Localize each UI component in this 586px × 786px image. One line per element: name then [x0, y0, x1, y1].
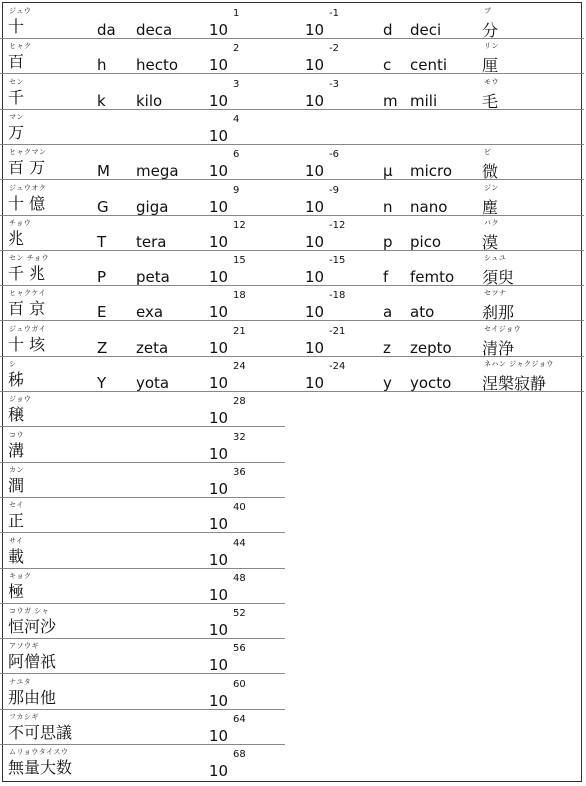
power-exponent: 6: [233, 149, 240, 161]
neg-power-exponent: -18: [329, 290, 346, 302]
neg-prefix-symbol: f: [383, 268, 389, 287]
neg-ruby-reading: ビ: [484, 148, 492, 157]
neg-power-base: 10: [305, 91, 325, 110]
prefix-name: kilo: [136, 91, 163, 110]
neg-ruby-reading: モウ: [484, 77, 499, 86]
power-base: 10: [209, 268, 229, 287]
neg-power-exponent: -15: [329, 255, 346, 267]
power-base: 10: [209, 621, 229, 640]
ruby-reading: コウガ シャ: [9, 607, 50, 616]
table-row: [0, 39, 584, 74]
neg-prefix-symbol: a: [383, 303, 393, 322]
prefix-name: giga: [136, 197, 169, 216]
ruby-reading: ヒャク: [9, 42, 32, 51]
prefix-symbol: G: [97, 197, 109, 216]
prefix-symbol: Z: [97, 338, 108, 357]
prefix-symbol: E: [97, 303, 107, 322]
neg-power-base: 10: [305, 374, 325, 392]
neg-power-exponent: -24: [329, 361, 346, 372]
neg-ruby-reading: ネハン ジャクジョウ: [484, 360, 554, 368]
power-exponent: 56: [233, 643, 246, 655]
table-row: [0, 498, 285, 533]
power-base: 10: [209, 515, 229, 534]
kanji-numeral: 極: [8, 581, 25, 601]
power-base: 10: [209, 162, 229, 181]
prefix-symbol: T: [97, 232, 107, 251]
power-exponent: 32: [233, 431, 246, 443]
neg-kanji-numeral: 分: [482, 21, 499, 40]
neg-power-base: 10: [305, 197, 325, 216]
neg-power-exponent: -9: [329, 184, 339, 196]
prefix-symbol: da: [97, 21, 116, 39]
kanji-numeral: 秭: [8, 370, 25, 389]
table-row: [0, 181, 584, 216]
neg-prefix-symbol: c: [383, 56, 392, 75]
prefix-name: hecto: [136, 56, 179, 75]
power-base: 10: [209, 409, 229, 428]
ruby-reading: フカシギ: [9, 713, 39, 721]
neg-kanji-numeral: 毛: [482, 91, 499, 111]
kanji-numeral: 千 兆: [8, 264, 46, 284]
kanji-numeral: 那由他: [8, 687, 57, 707]
kanji-numeral: 百: [8, 52, 25, 72]
power-exponent: 1: [233, 8, 240, 19]
table-row: [0, 216, 584, 251]
kanji-numeral: 十 垓: [8, 334, 46, 354]
neg-prefix-symbol: μ: [383, 162, 393, 181]
neg-ruby-reading: ブ: [484, 7, 492, 15]
table-row: [0, 251, 584, 286]
kanji-numeral: 溝: [8, 440, 25, 460]
kanji-numeral: 恒河沙: [8, 617, 57, 637]
neg-ruby-reading: シュユ: [484, 254, 507, 263]
power-exponent: 28: [233, 396, 246, 408]
power-exponent: 64: [233, 714, 246, 725]
neg-prefix-symbol: n: [383, 197, 393, 216]
table-row: [0, 639, 285, 674]
power-base: 10: [209, 56, 229, 75]
ruby-reading: キョク: [9, 571, 32, 580]
neg-power-base: 10: [305, 268, 325, 287]
ruby-reading: セイ: [9, 501, 24, 510]
kanji-numeral: 万: [8, 122, 25, 142]
prefix-name: yota: [136, 374, 170, 392]
neg-prefix-symbol: m: [383, 91, 398, 110]
prefix-name: peta: [136, 268, 170, 287]
neg-prefix-symbol: d: [383, 21, 393, 39]
prefix-symbol: h: [97, 56, 107, 75]
power-base: 10: [209, 444, 229, 463]
neg-prefix-symbol: p: [383, 232, 393, 251]
ruby-reading: マン: [9, 112, 24, 121]
power-exponent: 12: [233, 219, 246, 231]
power-base: 10: [209, 374, 229, 392]
prefix-name: mega: [136, 162, 179, 181]
power-base: 10: [209, 21, 229, 39]
neg-prefix-symbol: z: [383, 338, 391, 357]
neg-power-base: 10: [305, 162, 325, 181]
power-exponent: 21: [233, 325, 246, 337]
table-row: [0, 710, 285, 745]
prefix-name: exa: [136, 303, 164, 322]
neg-power-base: 10: [305, 232, 325, 251]
neg-prefix-name: nano: [410, 197, 448, 216]
neg-prefix-name: ato: [410, 303, 435, 322]
neg-prefix-symbol: y: [383, 374, 392, 392]
power-exponent: 4: [233, 113, 240, 125]
prefix-name: zeta: [136, 338, 169, 357]
table-row: [0, 569, 285, 604]
power-base: 10: [209, 691, 229, 710]
table-row: [0, 392, 285, 427]
kanji-numeral: 澗: [8, 475, 25, 495]
kanji-numeral: 兆: [8, 228, 25, 248]
neg-prefix-name: yocto: [410, 374, 452, 392]
ruby-reading: サイ: [9, 536, 24, 545]
ruby-reading: アソウギ: [9, 642, 39, 651]
neg-ruby-reading: セツナ: [484, 289, 507, 298]
ruby-reading: セン チョウ: [9, 254, 50, 263]
neg-prefix-name: micro: [410, 162, 453, 181]
ruby-reading: コウ: [9, 430, 24, 439]
table-row: [0, 463, 285, 498]
kanji-numeral: 無量大数: [8, 758, 73, 778]
table-row: [0, 357, 584, 392]
kanji-numeral: 穣: [8, 405, 25, 425]
prefix-symbol: M: [97, 162, 110, 181]
neg-power-base: 10: [305, 303, 325, 322]
neg-prefix-name: mili: [410, 91, 438, 110]
neg-kanji-numeral: 塵: [482, 197, 499, 217]
power-base: 10: [209, 550, 229, 569]
table-row: [0, 110, 584, 145]
table-row: [0, 322, 584, 357]
kanji-numeral: 千: [8, 87, 25, 107]
neg-kanji-numeral: 須臾: [482, 268, 515, 288]
power-exponent: 48: [233, 572, 246, 584]
ruby-reading: ジュウ: [9, 7, 32, 15]
power-base: 10: [209, 303, 229, 322]
power-exponent: 15: [233, 255, 246, 267]
neg-prefix-name: femto: [410, 268, 455, 287]
kanji-numeral: 載: [8, 546, 25, 566]
neg-kanji-numeral: 涅槃寂静: [482, 374, 547, 393]
power-exponent: 40: [233, 502, 246, 514]
neg-power-base: 10: [305, 338, 325, 357]
neg-kanji-numeral: 清浄: [482, 338, 515, 358]
neg-kanji-numeral: 刹那: [482, 303, 515, 323]
neg-ruby-reading: セイジョウ: [484, 324, 522, 333]
table-row: [0, 534, 285, 569]
neg-ruby-reading: バク: [484, 218, 499, 227]
table-row: [0, 428, 285, 463]
table-row: [0, 604, 285, 639]
power-exponent: 3: [233, 78, 240, 90]
neg-power-exponent: -12: [329, 219, 346, 231]
prefix-name: deca: [136, 21, 173, 39]
neg-kanji-numeral: 微: [482, 162, 499, 182]
power-exponent: 36: [233, 466, 246, 478]
power-base: 10: [209, 727, 229, 745]
ruby-reading: ヒャクケイ: [9, 289, 47, 298]
kanji-numeral: 正: [8, 511, 25, 531]
neg-power-exponent: -1: [329, 8, 339, 19]
ruby-reading: ヒャクマン: [9, 148, 47, 157]
prefix-symbol: k: [97, 91, 106, 110]
neg-kanji-numeral: 漠: [482, 232, 499, 252]
power-base: 10: [209, 762, 229, 781]
neg-prefix-name: pico: [410, 232, 442, 251]
ruby-reading: ムリョウタイスウ: [9, 748, 69, 757]
kanji-numeral: 百 京: [8, 299, 46, 319]
power-base: 10: [209, 232, 229, 251]
power-exponent: 44: [233, 537, 246, 549]
kanji-numeral: 阿僧祇: [8, 652, 57, 672]
table-row: [0, 4, 584, 39]
power-base: 10: [209, 585, 229, 604]
power-exponent: 68: [233, 749, 246, 761]
ruby-reading: ジョウ: [9, 395, 32, 404]
neg-power-exponent: -2: [329, 43, 339, 55]
neg-ruby-reading: ジン: [484, 183, 499, 192]
neg-power-exponent: -21: [329, 325, 346, 337]
neg-prefix-name: centi: [410, 56, 448, 75]
ruby-reading: チョウ: [9, 218, 32, 227]
neg-prefix-name: deci: [410, 21, 442, 39]
kanji-numeral: 百 万: [8, 158, 46, 178]
power-exponent: 24: [233, 361, 246, 372]
neg-power-exponent: -3: [329, 78, 339, 90]
ruby-reading: ナユタ: [9, 677, 32, 686]
neg-prefix-name: zepto: [410, 338, 452, 357]
prefix-name: tera: [136, 232, 167, 251]
table-row: [0, 75, 584, 110]
power-exponent: 9: [233, 184, 240, 196]
prefix-symbol: P: [97, 268, 107, 287]
ruby-reading: シ: [9, 360, 17, 368]
table-row: [0, 675, 285, 710]
neg-power-base: 10: [305, 56, 325, 75]
neg-power-base: 10: [305, 21, 325, 39]
ruby-reading: カン: [9, 465, 24, 474]
ruby-reading: セン: [9, 77, 24, 86]
neg-ruby-reading: リン: [484, 42, 499, 51]
power-exponent: 18: [233, 290, 246, 302]
kanji-numeral: 不可思議: [8, 723, 73, 742]
power-exponent: 52: [233, 608, 246, 620]
power-base: 10: [209, 479, 229, 498]
kanji-numeral: 十 億: [8, 193, 46, 213]
power-base: 10: [209, 126, 229, 145]
power-base: 10: [209, 197, 229, 216]
power-base: 10: [209, 338, 229, 357]
neg-power-exponent: -6: [329, 149, 339, 161]
neg-kanji-numeral: 厘: [482, 56, 499, 76]
power-base: 10: [209, 91, 229, 110]
power-base: 10: [209, 656, 229, 675]
table-row: [0, 286, 584, 321]
ruby-reading: ジュウオク: [9, 183, 47, 192]
power-exponent: 2: [233, 43, 240, 55]
power-exponent: 60: [233, 678, 246, 690]
prefix-symbol: Y: [97, 374, 107, 392]
table-row: [0, 145, 584, 180]
ruby-reading: ジュウガイ: [9, 324, 47, 333]
table-row: [0, 745, 285, 780]
kanji-numeral: 十: [8, 17, 25, 36]
